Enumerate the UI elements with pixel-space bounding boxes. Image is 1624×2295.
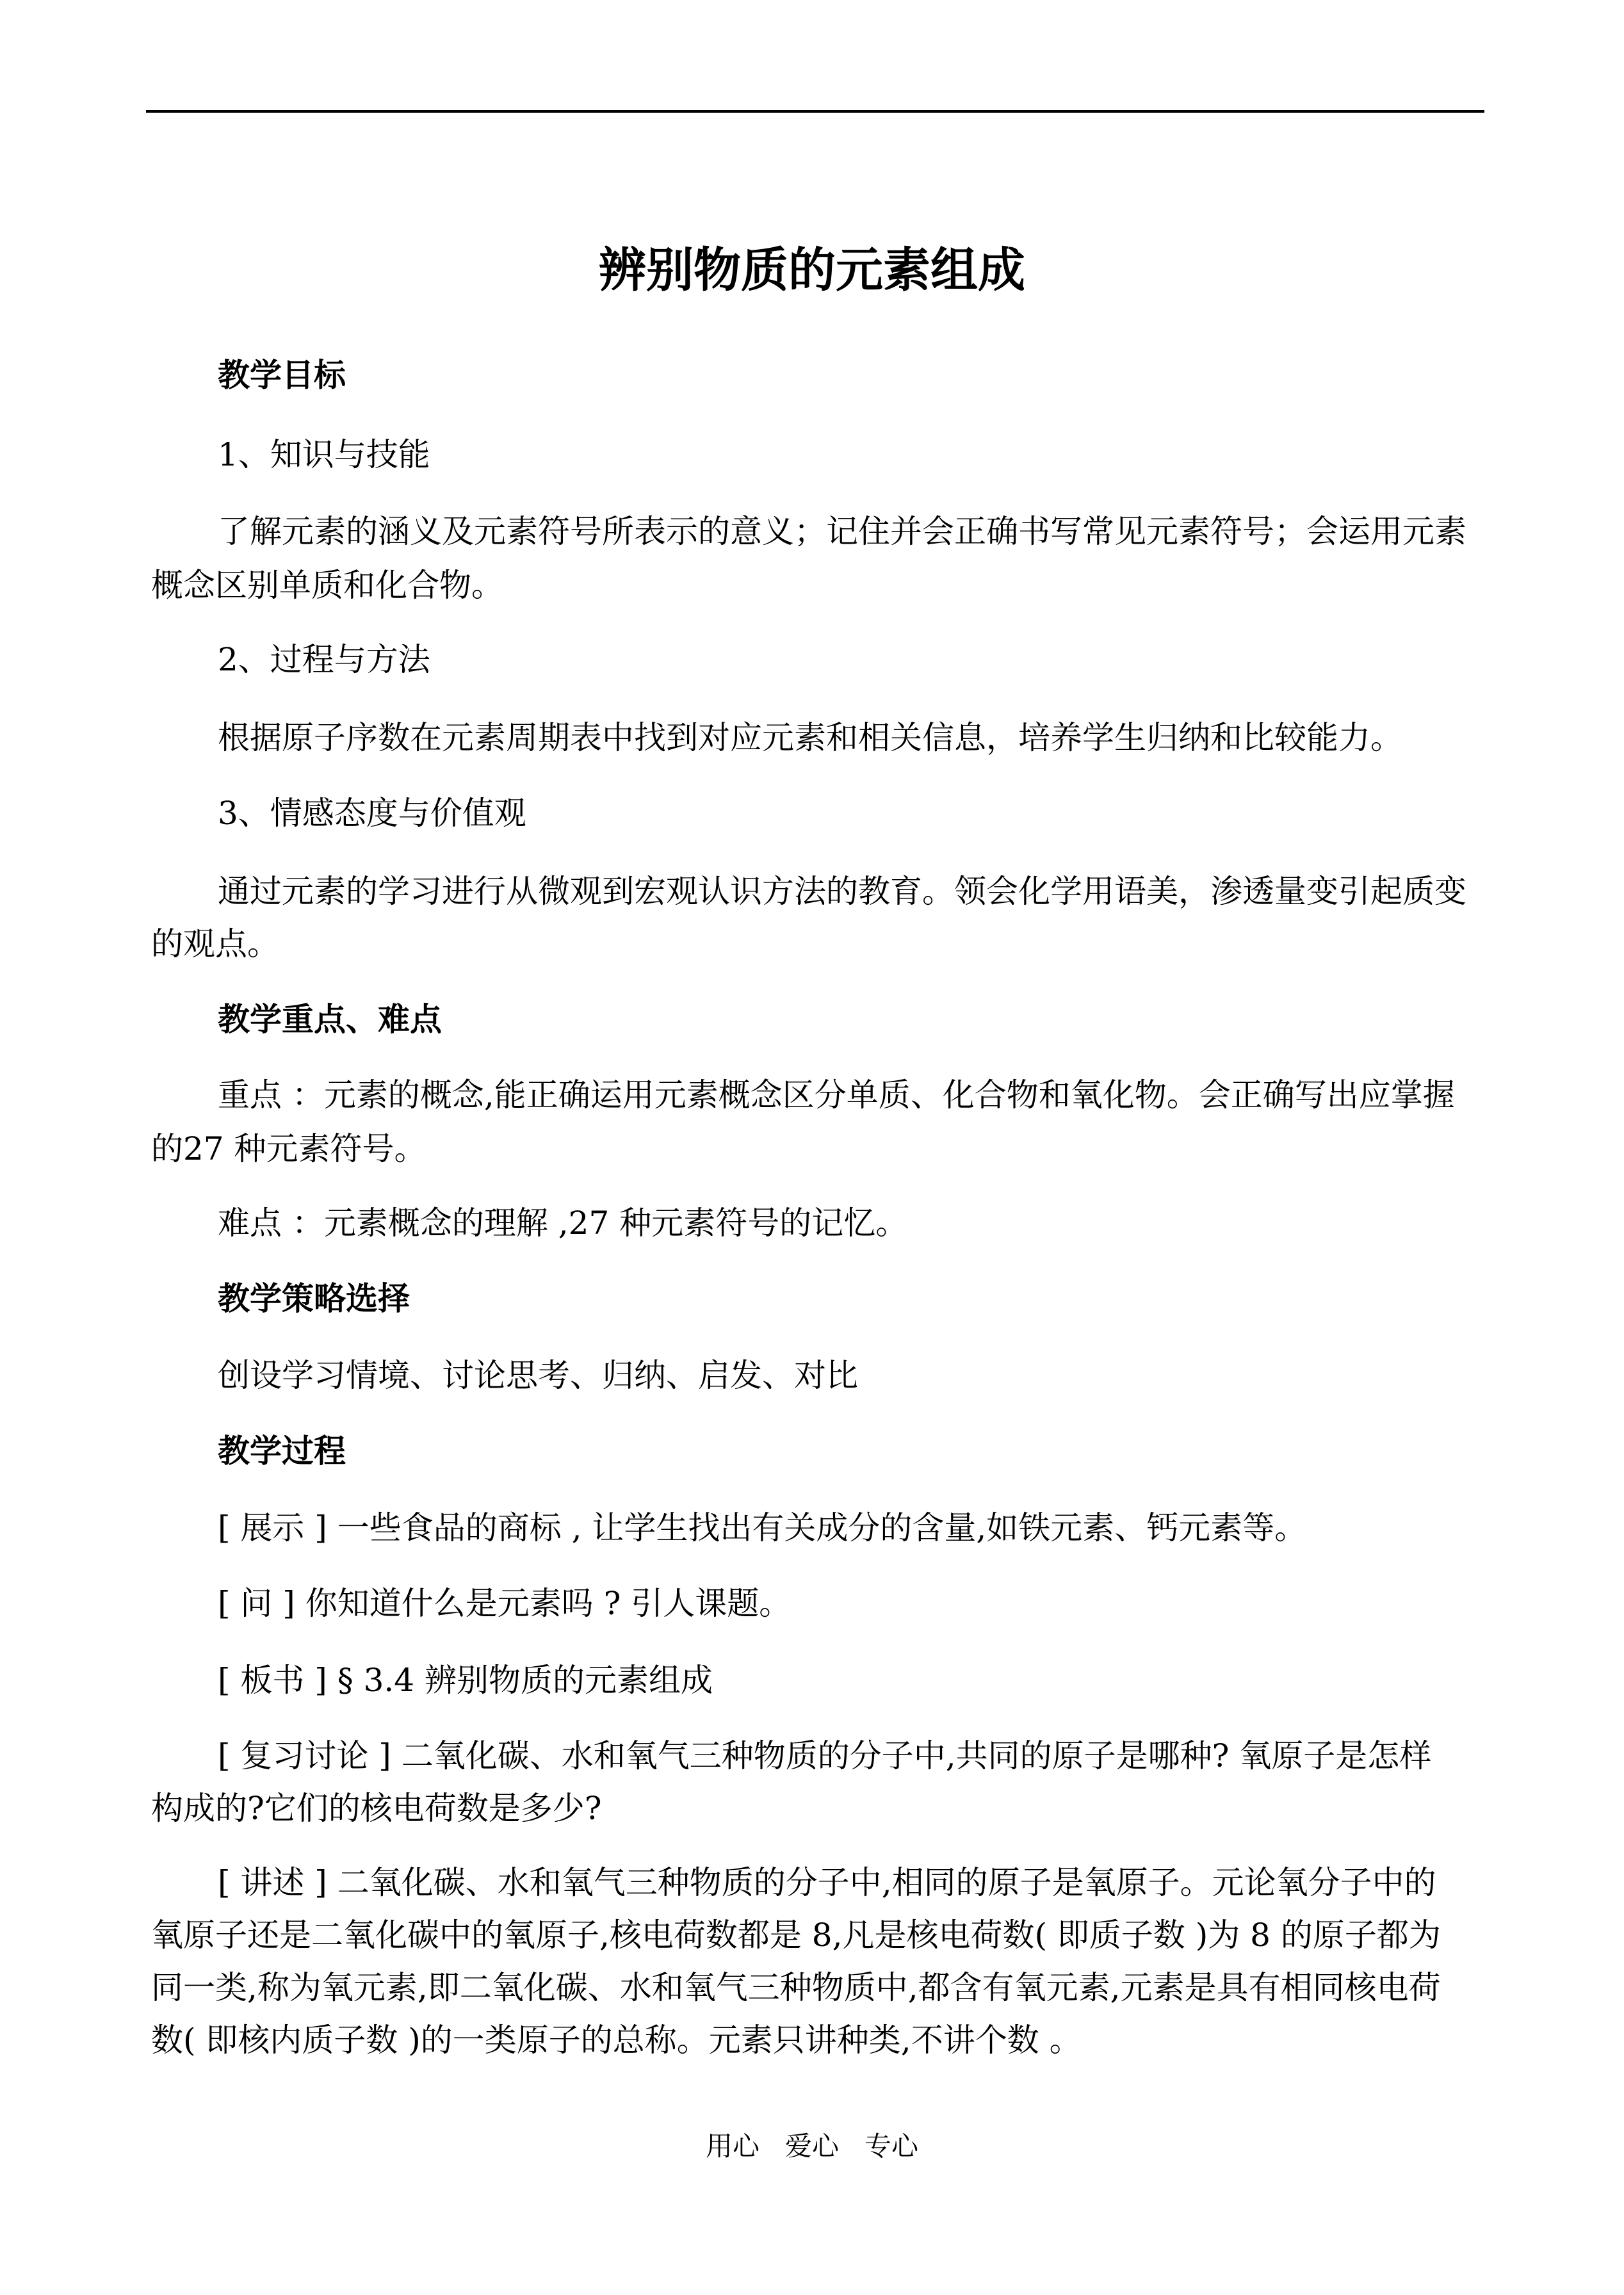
paragraph-line: 重点 ：元素的概念,能正确运用元素概念区分单质、化合物和氧化物。会正确写出应掌握 [218, 1076, 1455, 1114]
paragraph-line: 根据原子序数在元素周期表中找到对应元素和相关信息，培养学生归纳和比较能力。 [218, 719, 1402, 756]
page-title: 辨别物质的元素组成 [599, 243, 1025, 298]
paragraph-line: 难点 ：元素概念的理解 ,27 种元素符号的记忆。 [218, 1204, 908, 1242]
paragraph-line: 同一类,称为氧元素,即二氧化碳、水和氧气三种物质中,都含有氧元素,元素是具有相同核电荷 [151, 1969, 1441, 2006]
section-heading-process: 教学过程 [218, 1432, 346, 1470]
paragraph-line: [ 问 ] 你知道什么是元素吗 ? 引人课题。 [218, 1585, 792, 1622]
paragraph-line: [ 复习讨论 ] 二氧化碳、水和氧气三种物质的分子中,共同的原子是哪种? 氧原子是怎样 [218, 1737, 1432, 1774]
subsection-label: 1、知识与技能 [218, 436, 430, 473]
section-heading-strategy: 教学策略选择 [218, 1279, 410, 1317]
paragraph-line: 构成的?它们的核电荷数是多少? [151, 1790, 602, 1827]
subsection-label: 3、情感态度与价值观 [218, 795, 526, 832]
section-heading-goals: 教学目标 [218, 356, 346, 394]
section-heading-keys: 教学重点、难点 [218, 1000, 442, 1038]
paragraph-line: 数( 即核内质子数 )的一类原子的总称。元素只讲种类,不讲个数 。 [151, 2022, 1082, 2059]
page-footer: 用心 爱心 专心 [705, 2130, 919, 2162]
paragraph-line: 的观点。 [151, 925, 279, 962]
subsection-label: 2、过程与方法 [218, 641, 430, 678]
paragraph-line: 氧原子还是二氧化碳中的氧原子,核电荷数都是 8,凡是核电荷数( 即质子数 )为 8 的原子都为 [151, 1917, 1441, 1954]
paragraph-line: 了解元素的涵义及元素符号所表示的意义；记住并会正确书写常见元素符号；会运用元素 [218, 513, 1466, 550]
header-rule [146, 110, 1484, 113]
paragraph-line: 创设学习情境、讨论思考、归纳、启发、对比 [218, 1357, 858, 1394]
paragraph-line: 的27 种元素符号。 [151, 1130, 426, 1167]
paragraph-line: [ 板书 ] § 3.4 辨别物质的元素组成 [218, 1662, 713, 1699]
paragraph-line: 通过元素的学习进行从微观到宏观认识方法的教育。领会化学用语美，渗透量变引起质变 [218, 873, 1466, 910]
paragraph-line: [ 展示 ] 一些食品的商标 , 让学生找出有关成分的含量,如铁元素、钙元素等。 [218, 1509, 1307, 1546]
paragraph-line: 概念区别单质和化合物。 [151, 567, 503, 604]
paragraph-line: [ 讲述 ] 二氧化碳、水和氧气三种物质的分子中,相同的原子是氧原子。元论氧分子中的 [218, 1864, 1436, 1901]
